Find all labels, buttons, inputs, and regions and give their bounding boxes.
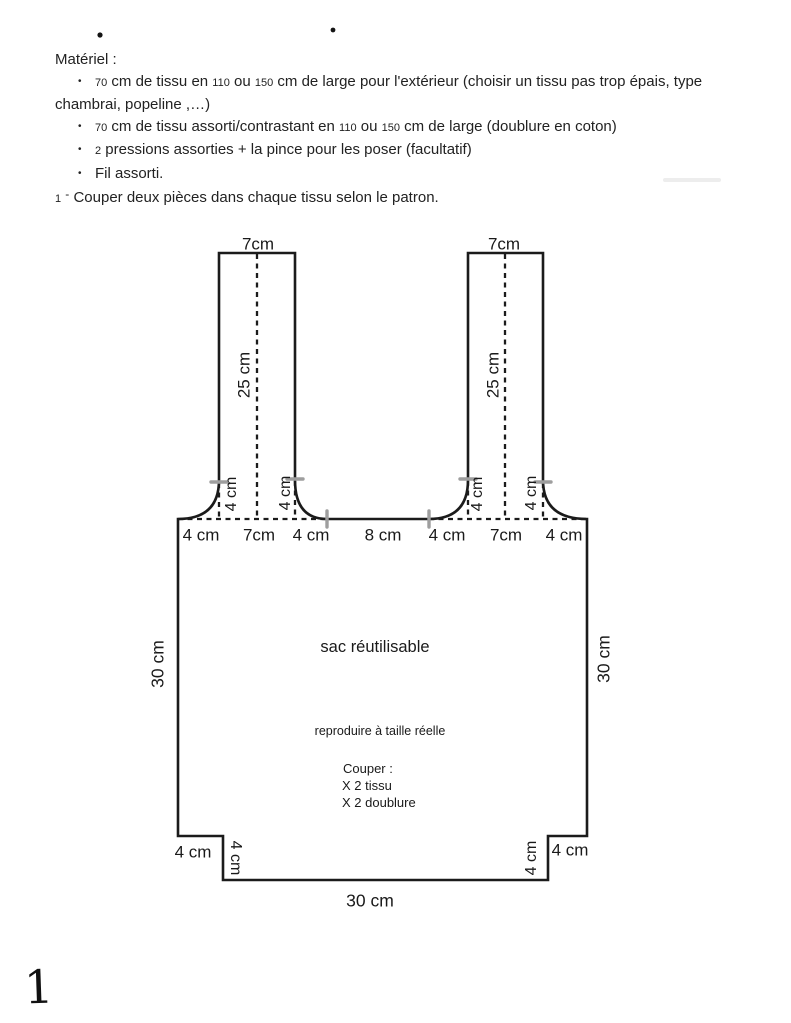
dim-top-edge-4: 8 cm xyxy=(364,525,402,545)
dim-notch-left-vertical: 4 cm xyxy=(227,840,244,876)
dim-fillet-left-outer: 4 cm xyxy=(223,476,240,512)
dim-top-edge-3: 4 cm xyxy=(292,525,330,545)
dim-top-edge-7: 4 cm xyxy=(545,525,583,545)
dim-fillet-right-inner: 4 cm xyxy=(469,476,486,512)
materials-line: • 2 pressions assorties + la pince pour les poser (facultatif) xyxy=(55,139,765,163)
materials-line: 1 - Couper deux pièces dans chaque tissu selon le patron. xyxy=(55,187,439,206)
materials-line: • 70 cm de tissu en 110 ou 150 cm de large pour l'extérieur (choisir un tissu pas trop épais, type xyxy=(55,71,765,95)
dim-notch-right-horizontal: 4 cm xyxy=(551,840,589,860)
dim-top-edge-1: 4 cm xyxy=(182,525,220,545)
dim-left-side-height: 30 cm xyxy=(147,640,168,688)
pattern-cutting-line-2: X 2 doublure xyxy=(342,795,416,810)
stray-dot xyxy=(97,32,102,37)
dim-strap-right-width: 7cm xyxy=(487,234,521,254)
materials-line: • Fil assorti. xyxy=(55,163,765,185)
dim-fillet-right-outer: 4 cm xyxy=(523,475,540,511)
bullet-icon: • xyxy=(78,144,82,155)
stray-dot xyxy=(331,28,336,33)
pattern-scale-note: reproduire à taille réelle xyxy=(314,723,446,738)
bullet-icon: • xyxy=(78,75,82,87)
dim-right-side-height: 30 cm xyxy=(593,635,614,683)
materials-line: chambrai, popeline ,…) xyxy=(55,96,211,113)
bullet-icon: • xyxy=(78,120,82,132)
pattern-cutting-line-1: X 2 tissu xyxy=(342,778,392,793)
dim-top-edge-5: 4 cm xyxy=(428,525,466,545)
dim-top-edge-6: 7cm xyxy=(489,525,523,545)
dim-bottom-width: 30 cm xyxy=(346,890,394,911)
dim-notch-right-vertical: 4 cm xyxy=(523,840,540,876)
dim-strap-right-length: 25 cm xyxy=(483,351,503,399)
pattern-piece-name: sac réutilisable xyxy=(320,637,430,656)
dim-strap-left-width: 7cm xyxy=(241,234,275,254)
pattern-cutting-title: Couper : xyxy=(343,761,393,776)
dim-fillet-left-inner: 4 cm xyxy=(277,475,294,511)
dim-notch-left-horizontal: 4 cm xyxy=(174,842,212,862)
materials-title: Matériel : xyxy=(55,51,117,68)
dim-top-edge-2: 7cm xyxy=(242,525,276,545)
bullet-icon: • xyxy=(78,167,82,179)
dim-strap-left-length: 25 cm xyxy=(234,351,254,399)
materials-line: • 70 cm de tissu assorti/contrastant en 110 ou 150 cm de large (doublure en coton) xyxy=(55,116,765,140)
handwritten-page-number: 1 xyxy=(23,959,55,1015)
